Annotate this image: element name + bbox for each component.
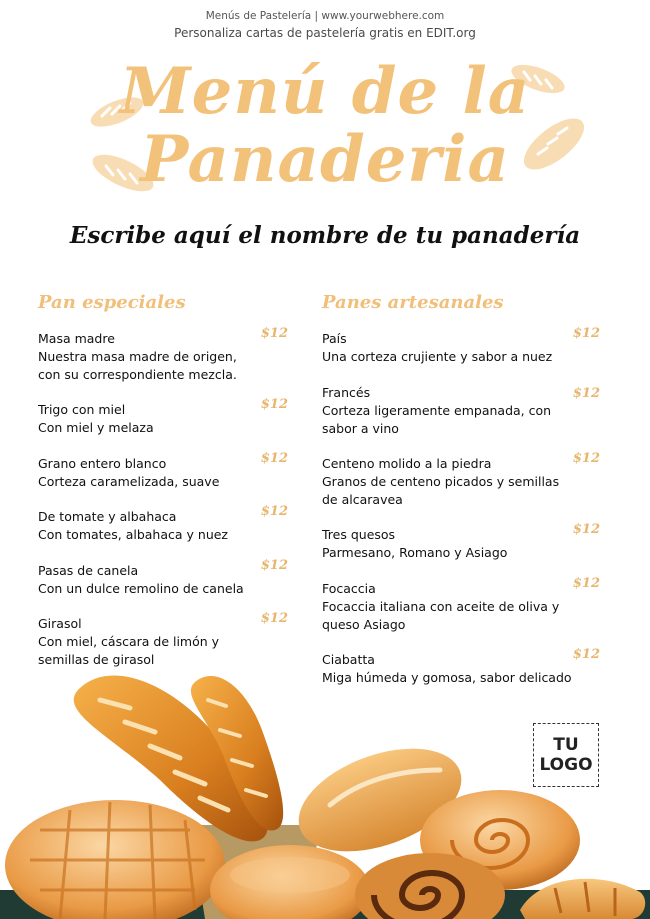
item-description: Focaccia italiana con aceite de oliva y queso Asiago xyxy=(322,599,560,632)
menu-title-block xyxy=(0,52,650,202)
logo-text-line-2: LOGO xyxy=(539,755,593,775)
item-name: Tres quesos xyxy=(322,527,396,542)
menu-item xyxy=(322,576,600,634)
special-breads-column xyxy=(38,292,288,667)
header-promo-line: Personaliza cartas de pastelería gratis en EDIT.org xyxy=(174,26,476,40)
menu-item xyxy=(38,397,288,437)
item-name: Pasas de canela xyxy=(38,563,139,578)
section-title: Pan especiales xyxy=(38,292,186,313)
item-price: $12 xyxy=(572,326,600,341)
croissant-icon xyxy=(520,879,645,919)
item-description: Nuestra masa madre de origen, con su correspondiente mezcla. xyxy=(38,349,237,382)
melon-bread-icon xyxy=(5,800,225,919)
item-description: Con un dulce remolino de canela xyxy=(38,581,244,596)
item-description: Con miel y melaza xyxy=(38,420,154,435)
menu-item xyxy=(38,558,288,598)
item-name: Girasol xyxy=(38,616,82,631)
item-description: Corteza ligeramente empanada, con sabor a vino xyxy=(322,403,552,436)
item-description: Parmesano, Romano y Asiago xyxy=(322,545,508,560)
item-price: $12 xyxy=(572,451,600,466)
item-name: Trigo con miel xyxy=(38,402,126,417)
menu-item xyxy=(38,326,288,384)
menu-item xyxy=(322,326,600,366)
item-price: $12 xyxy=(260,397,288,412)
item-name: Focaccia xyxy=(322,581,376,596)
item-description: Con tomates, albahaca y nuez xyxy=(38,527,228,542)
menu-item xyxy=(322,522,600,562)
item-name: Grano entero blanco xyxy=(38,456,167,471)
item-price: $12 xyxy=(260,326,288,341)
item-name: Ciabatta xyxy=(322,652,375,667)
menu-item xyxy=(322,384,600,438)
item-price: $12 xyxy=(572,647,600,662)
item-price: $12 xyxy=(260,558,288,573)
item-name: Francés xyxy=(322,385,371,400)
item-description: Corteza caramelizada, suave xyxy=(38,474,220,489)
item-description: Una corteza crujiente y sabor a nuez xyxy=(322,349,553,364)
logo-text-line-1: TU xyxy=(553,735,579,755)
item-description: Con miel, cáscara de limón y semillas de girasol xyxy=(38,634,220,667)
item-name: Centeno molido a la piedra xyxy=(322,456,492,471)
item-name: De tomate y albahaca xyxy=(38,509,177,524)
item-price: $12 xyxy=(260,504,288,519)
item-name: País xyxy=(322,331,347,346)
item-price: $12 xyxy=(572,576,600,591)
item-price: $12 xyxy=(260,451,288,466)
item-description: Miga húmeda y gomosa, sabor delicado xyxy=(322,670,572,685)
section-title: Panes artesanales xyxy=(322,292,504,313)
item-price: $12 xyxy=(572,522,600,537)
item-name: Masa madre xyxy=(38,331,115,346)
menu-item xyxy=(38,451,288,491)
menu-item xyxy=(38,504,288,544)
menu-title-line-1: Menú de la xyxy=(119,54,531,129)
header-website-line: Menús de Pastelería | www.yourwebhere.com xyxy=(205,10,445,22)
bread-illustration xyxy=(0,660,650,919)
menu-item xyxy=(322,451,600,509)
artisan-breads-column xyxy=(322,292,600,685)
item-price: $12 xyxy=(260,611,288,626)
item-price: $12 xyxy=(572,386,600,401)
menu-title-line-2: Panaderia xyxy=(140,122,510,197)
bakery-name-placeholder: Escribe aquí el nombre de tu panadería xyxy=(69,222,581,249)
item-description: Granos de centeno picados y semillas de alcaravea xyxy=(322,474,560,507)
